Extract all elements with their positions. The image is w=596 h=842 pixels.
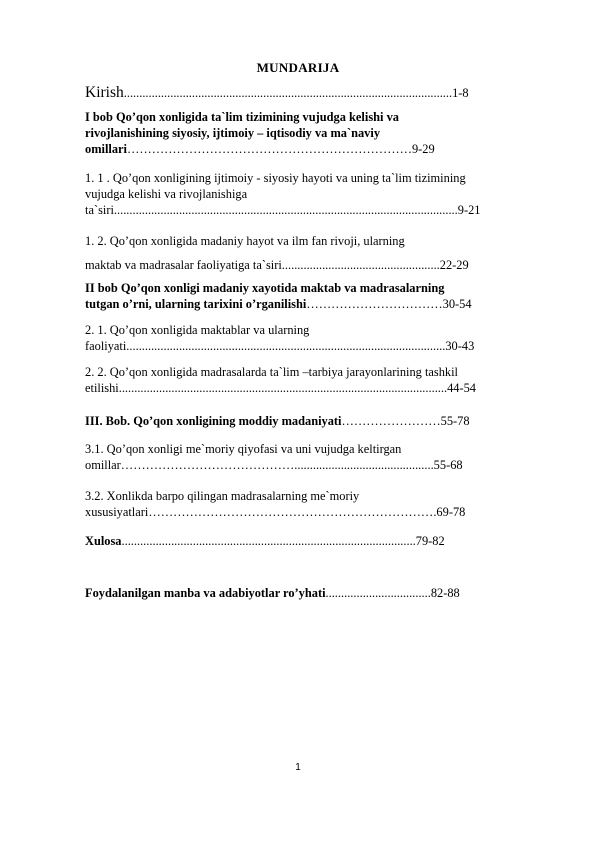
- toc-label: omillar: [85, 458, 121, 472]
- toc-text-line: I bob Qo’qon xonligida ta`lim tizimining vujudga kelishi va: [85, 110, 399, 124]
- toc-dots: …………………………………………………………….: [148, 505, 437, 519]
- toc-pages: 9-21: [457, 203, 481, 217]
- toc-pages: 44-54: [447, 381, 477, 395]
- toc-text-line: 1. 2. Qo’qon xonligida madaniy hayot va ilm fan rivoji, ularning: [85, 234, 405, 248]
- toc-pages: 1-8: [452, 86, 469, 100]
- toc-text-line: vujudga kelishi va rivojlanishiga: [85, 187, 248, 201]
- toc-pages: 55-68: [433, 458, 463, 472]
- toc-dots: ...............................................................................................................: [113, 203, 458, 217]
- toc-pages: 82-88: [430, 586, 460, 600]
- toc-entry-bob1: [85, 109, 540, 157]
- toc-label: omillari: [85, 142, 127, 156]
- toc-entry-kirish: [85, 85, 540, 101]
- toc-dots: ..................................: [325, 586, 431, 600]
- toc-pages: 79-82: [415, 534, 445, 548]
- toc-pages: 22-29: [439, 258, 469, 272]
- toc-dots: ……………………: [341, 414, 441, 428]
- toc-label: xususiyatlari: [85, 505, 149, 519]
- toc-label: maktab va madrasalar faoliyatiga ta`siri: [85, 258, 282, 272]
- toc-label: ta`siri: [85, 203, 114, 217]
- toc-entry-xulosa: [85, 533, 540, 549]
- toc-label: etilishi: [85, 381, 119, 395]
- toc-pages: 55-78: [440, 414, 470, 428]
- toc-dots: ……………………………………………………………: [126, 142, 412, 156]
- toc-dots: ..........................................................................................................: [123, 86, 453, 100]
- toc-dots: ……………………………: [306, 297, 443, 311]
- toc-text-line: 3.2. Xonlikda barpo qilingan madrasalarning me`moriy: [85, 489, 360, 503]
- toc-entry-1-2: [85, 229, 540, 277]
- toc-pages: 30-54: [442, 297, 472, 311]
- toc-pages: 30-43: [445, 339, 475, 353]
- toc-dots: ..........................................................................................................: [118, 381, 448, 395]
- toc-text-line: II bob Qo’qon xonligi madaniy xayotida maktab va madrasalarning: [85, 281, 445, 295]
- toc-text-line: 3.1. Qo’qon xonligi me`moriy qiyofasi va uni vujudga keltirgan: [85, 442, 402, 456]
- toc-text-line: 2. 1. Qo’qon xonligida maktablar va ularning: [85, 323, 310, 337]
- toc-label: tutgan o’rni, ularning tarixini o’rganilishi: [85, 297, 307, 311]
- toc-entry-3-2: [85, 488, 540, 520]
- toc-text-line: 2. 2. Qo’qon xonligida madrasalarda ta`lim –tarbiya jarayonlarining tashkil: [85, 365, 458, 379]
- toc-entry-2-2: [85, 364, 540, 396]
- toc-dots: ...................................................: [281, 258, 440, 272]
- toc-entry-foydalanilgan: [85, 585, 540, 601]
- toc-dots: ...............................................................................................: [121, 534, 416, 548]
- page-number: 1: [295, 762, 301, 773]
- toc-text-line: rivojlanishining siyosiy, ijtimoiy – iqtisodiy va ma`naviy: [85, 126, 381, 140]
- toc-pages: 69-78: [436, 505, 466, 519]
- document-title: MUNDARIJA: [256, 60, 340, 75]
- toc-label: Kirish: [85, 85, 124, 101]
- toc-dots: …………………………………….............................................: [120, 458, 434, 472]
- toc-entry-3-1: [85, 441, 540, 473]
- toc-label: Foydalanilgan manba va adabiyotlar ro’yhati: [85, 586, 326, 600]
- toc-label: faoliyati: [85, 339, 127, 353]
- toc-dots: .......................................................................................................: [126, 339, 446, 353]
- toc-text-line: 1. 1 . Qo’qon xonligining ijtimoiy - siyosiy hayoti va uning ta`lim tizimining: [85, 171, 466, 185]
- toc-entry-bob3: [85, 413, 540, 429]
- toc-label: III. Bob. Qo’qon xonligining moddiy madaniyati: [85, 414, 342, 428]
- toc-label: Xulosa: [85, 534, 122, 548]
- toc-pages: 9-29: [411, 142, 435, 156]
- toc-entry-bob2: [85, 280, 540, 312]
- toc-entry-1-1: [85, 170, 540, 218]
- toc-entry-2-1: [85, 322, 540, 354]
